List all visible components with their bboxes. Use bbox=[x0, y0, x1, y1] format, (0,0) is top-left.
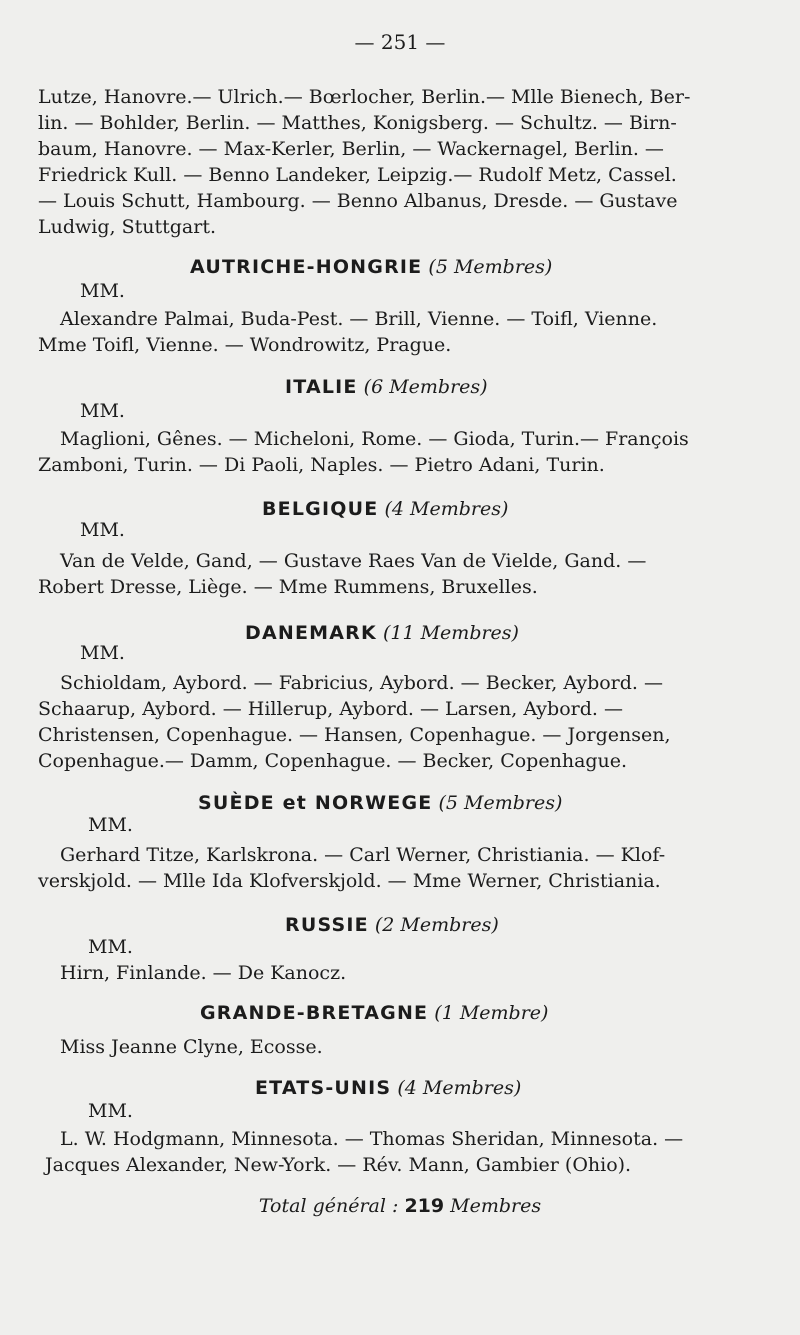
section-heading-danemark bbox=[245, 620, 519, 646]
mm-label: MM. bbox=[88, 936, 133, 958]
section-heading-autriche-hongrie bbox=[190, 254, 552, 280]
total-label: Total général : bbox=[258, 1195, 399, 1217]
member-count: (4 Membres) bbox=[397, 1077, 522, 1099]
section-heading-belgique bbox=[262, 496, 508, 522]
member-line: L. W. Hodgmann, Minnesota. — Thomas Sheridan, Minnesota. — bbox=[60, 1128, 684, 1150]
mm-label: MM. bbox=[88, 814, 133, 836]
member-line: Van de Velde, Gand, — Gustave Raes Van de Vielde, Gand. — bbox=[60, 550, 647, 572]
section-heading-suede-norwege bbox=[198, 790, 562, 816]
intro-line: Friedrick Kull. — Benno Landeker, Leipzig.— Rudolf Metz, Cassel. bbox=[38, 164, 677, 186]
member-line: Alexandre Palmai, Buda-Pest. — Brill, Vienne. — Toifl, Vienne. bbox=[60, 308, 658, 330]
member-line: Hirn, Finlande. — De Kanocz. bbox=[60, 962, 347, 984]
member-line: Jacques Alexander, New-York. — Rév. Mann, Gambier (Ohio). bbox=[45, 1154, 632, 1176]
member-count: (6 Membres) bbox=[363, 376, 488, 398]
section-heading-etats-unis bbox=[255, 1075, 521, 1101]
member-line: Zamboni, Turin. — Di Paoli, Naples. — Pietro Adani, Turin. bbox=[38, 454, 605, 476]
member-count: (5 Membres) bbox=[428, 256, 553, 278]
member-count: (5 Membres) bbox=[438, 792, 563, 814]
member-count: (1 Membre) bbox=[434, 1002, 549, 1024]
country-name: GRANDE-BRETAGNE bbox=[200, 1002, 429, 1024]
member-line: Copenhague.— Damm, Copenhague. — Becker, Copenhague. bbox=[38, 750, 628, 772]
mm-label: MM. bbox=[80, 519, 125, 541]
member-count: (2 Membres) bbox=[374, 914, 499, 936]
country-name: SUÈDE et NORWEGE bbox=[198, 792, 433, 814]
country-name: BELGIQUE bbox=[262, 498, 379, 520]
mm-label: MM. bbox=[80, 400, 125, 422]
total-unit: Membres bbox=[450, 1195, 542, 1217]
member-line: Schioldam, Aybord. — Fabricius, Aybord. — Becker, Aybord. — bbox=[60, 672, 663, 694]
member-line: Christensen, Copenhague. — Hansen, Copenhague. — Jorgensen, bbox=[38, 724, 671, 746]
member-line: Mme Toifl, Vienne. — Wondrowitz, Prague. bbox=[38, 334, 452, 356]
member-line: Miss Jeanne Clyne, Ecosse. bbox=[60, 1036, 323, 1058]
page-number: — 251 — bbox=[354, 30, 446, 54]
intro-line: baum, Hanovre. — Max-Kerler, Berlin, — Wackernagel, Berlin. — bbox=[38, 138, 664, 160]
member-line: verskjold. — Mlle Ida Klofverskjold. — Mme Werner, Christiania. bbox=[38, 870, 661, 892]
section-heading-grande-bretagne bbox=[200, 1000, 548, 1026]
country-name: AUTRICHE-HONGRIE bbox=[190, 256, 423, 278]
member-count: (11 Membres) bbox=[382, 622, 519, 644]
member-count: (4 Membres) bbox=[384, 498, 509, 520]
member-line: Schaarup, Aybord. — Hillerup, Aybord. — Larsen, Aybord. — bbox=[38, 698, 623, 720]
country-name: RUSSIE bbox=[285, 914, 369, 936]
member-line: Gerhard Titze, Karlskrona. — Carl Werner, Christiania. — Klof- bbox=[60, 844, 666, 866]
total-line bbox=[0, 1195, 800, 1217]
country-name: ETATS-UNIS bbox=[255, 1077, 392, 1099]
intro-line: lin. — Bohlder, Berlin. — Matthes, Konigsberg. — Schultz. — Birn- bbox=[38, 112, 677, 134]
intro-line: Lutze, Hanovre.— Ulrich.— Bœrlocher, Berlin.— Mlle Bienech, Ber- bbox=[38, 86, 691, 108]
member-line: Maglioni, Gênes. — Micheloni, Rome. — Gioda, Turin.— François bbox=[60, 428, 689, 450]
section-heading-russie bbox=[285, 912, 499, 938]
mm-label: MM. bbox=[80, 642, 125, 664]
country-name: ITALIE bbox=[285, 376, 358, 398]
country-name: DANEMARK bbox=[245, 622, 377, 644]
section-heading-italie bbox=[285, 374, 488, 400]
intro-line: Ludwig, Stuttgart. bbox=[38, 216, 217, 238]
intro-line: — Louis Schutt, Hambourg. — Benno Albanus, Dresde. — Gustave bbox=[38, 190, 678, 212]
total-number: 219 bbox=[404, 1195, 445, 1217]
member-line: Robert Dresse, Liège. — Mme Rummens, Bruxelles. bbox=[38, 576, 538, 598]
mm-label: MM. bbox=[88, 1100, 133, 1122]
mm-label: MM. bbox=[80, 280, 125, 302]
